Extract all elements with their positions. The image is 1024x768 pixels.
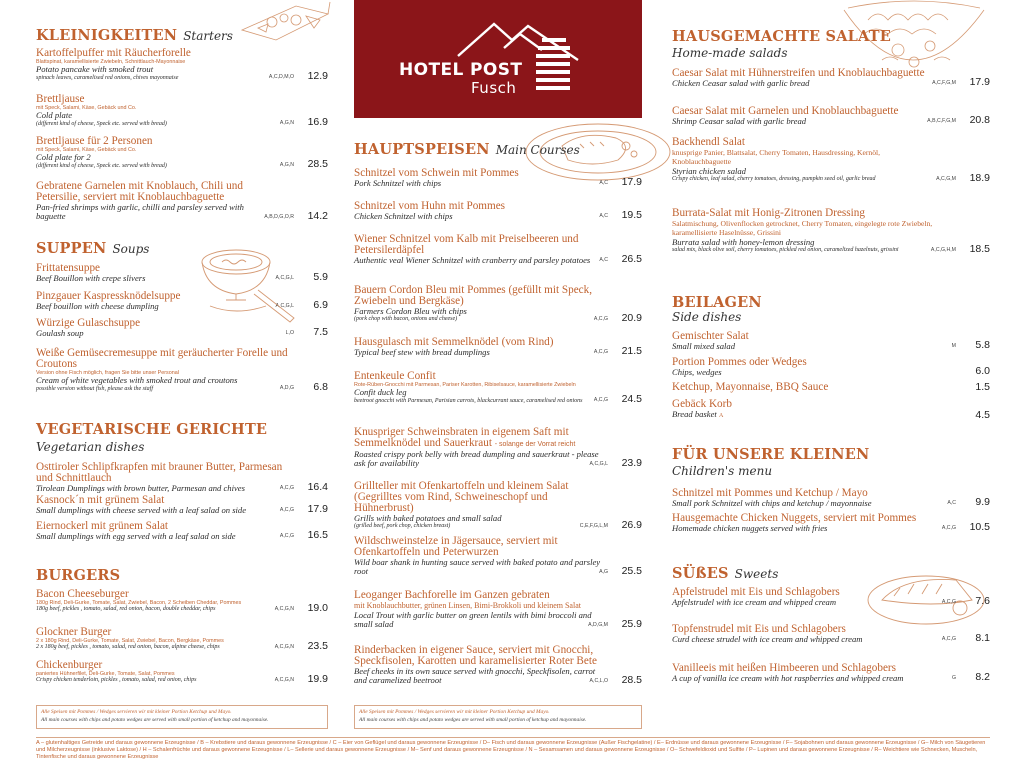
menu-item: Gemischter Salat Small mixed salad M 5.8	[672, 330, 990, 352]
menu-item: Gebratene Garnelen mit Knoblauch, Chili und Petersilie, serviert mit Knoblauchbaguette Pan-fried shrimps with garlic, chilli and parsley served with baguette A,B,D,G,O,R 14.2	[36, 180, 328, 222]
menu-item: Brettljause für 2 Personen mit Speck, Salami, Käse, Gebäck und Co. Cold plate for 2 (different kind of cheese, Speck etc. served with bread) A,G,N 28.5	[36, 135, 328, 171]
section-title-burgers: BURGERS	[36, 567, 121, 584]
menu-item: Knuspriger Schweinsbraten in eigenem Saft mit Semmelknödel und Sauerkraut - solange der Vorrat reicht Roasted crispy pork belly with bread dumpling and sauerkraut - please ask for availability A,C,G,L 23.9	[354, 426, 642, 469]
menu-item: Bauern Cordon Bleu mit Pommes (gefüllt mit Speck, Zwiebeln und Bergkäse) Farmers Cordon Bleu with chips (pork chop with bacon, onions and cheese) A,C,G 20.9	[354, 284, 642, 324]
menu-item: Hausgemachte Chicken Nuggets, serviert mit Pommes Homemade chicken nuggets served with fries A,C,G 10.5	[672, 512, 990, 534]
cold-plate-illustration	[236, 0, 332, 42]
menu-item: Bacon Cheeseburger 180g Rind, Deli-Gurke, Tomate, Salat, Zwiebel, Bacon, 2 Scheiben Cheddar, Pommes 180g beef, pickles , tomato, salad, red onion, bacon, double cheddar, chips A,C,G,N 19.0	[36, 588, 328, 614]
footer-divider	[36, 737, 990, 738]
menu-item: Caesar Salat mit Garnelen und Knoblauchbaguette Shrimp Ceasar salad with garlic bread A,B,C,F,G,M 20.8	[672, 105, 990, 127]
menu-item: Wiener Schnitzel vom Kalb mit Preiselbeeren und Petersilerdäpfel Authentic veal Wiener Schnitzel with cranberry and parsley potatoes A,C 26.5	[354, 233, 642, 266]
section-subtitle-salads: Home-made salads	[672, 46, 788, 60]
allergen-legend: A – glutenhaltiges Getreide und daraus gewonnene Erzeugnisse / B – Krebstiere und daraus gewonnene Erzeugnisse / C – Eier von Geflügel und daraus gewonnene Erzeugnisse / D– Fisch und daraus gewonnene Erzeugnisse (Außer Fischgelatine) / E– Erdnüsse und daraus gewonnene Erzeugnisse / F– Sojabohnen und daraus gewonnene Erzeugnisse / G– Milch von Säugetieren und Milcherzeugnisse (inklusive Laktose) / H – Schalenfrüchte und daraus gewonnene Erzeugnisse / L– Sellerie und daraus gewonnene Erzeugnisse / M– Senf und daraus gewonnene Erzeugnisse / N – Sesamsamen und daraus gewonnene Erzeugnisse / O– Schwefeldioxid und Sulfite / P– Lupinen und daraus gewonnene Erzeugnisse / R– Weichtiere wie Schnecken, Muscheln, Tintenfische und daraus gewonnene Erzeugnisse	[36, 740, 986, 761]
menu-item: Brettljause mit Speck, Salami, Käse, Gebäck und Co. Cold plate (different kind of cheese, Speck etc. served with bread) A,G,N 16.9	[36, 93, 328, 129]
soup-bowl-illustration	[196, 232, 296, 332]
menu-item: Portion Pommes oder Wedges Chips, wedges 6.0	[672, 356, 990, 378]
menu-item: Eiernockerl mit grünem Salat Small dumplings with egg served with a leaf salad on side A,C,G 16.5	[36, 520, 328, 542]
menu-item: Frittatensuppe Beef Bouillon with crepe slivers A,C,G,L 5.9	[36, 262, 328, 284]
section-title-mains: HAUPTSPEISEN Main Courses	[354, 141, 580, 158]
menu-item: Hausgulasch mit Semmelknödel (vom Rind) Typical beef stew with bread dumplings A,C,G 21.5	[354, 336, 642, 358]
menu-item: Leoganger Bachforelle im Ganzen gebraten mit Knoblauchbutter, grünen Linsen, Bimi-Brokkoli und kleinem Salat Local Trout with garlic butter on green lentils with bimi broccoli and small salad A,D,G,M 25.9	[354, 589, 642, 630]
menu-item: Vanilleeis mit heißen Himbeeren und Schlagobers A cup of vanilla ice cream with hot raspberries and whipped cream G 8.2	[672, 662, 990, 684]
menu-item: Apfelstrudel mit Eis und Schlagobers Apfelstrudel with ice cream and whipped cream A,C,G 7.6	[672, 586, 990, 608]
menu-item: Caesar Salat mit Hühnerstreifen und Knoblauchbaguette Chicken Ceasar salad with garlic bread A,C,F,G,M 17.9	[672, 67, 990, 89]
section-title-kids: FÜR UNSERE KLEINEN	[672, 446, 870, 463]
menu-item: Burrata-Salat mit Honig-Zitronen Dressing Salatmischung, Olivenflocken getrocknet, Cherry Tomaten, eingelegte rote Zwiebeln, karamellisierte Haselnüsse, Grissini Burrata salad with honey-lemon dressing salad mix, black olive soil, cherry tomatoes, pickled red onion, caramelized hazelnuts, grissini A,C,G,H,M 18.5	[672, 207, 990, 255]
menu-item: Ketchup, Mayonnaise, BBQ Sauce 1.5	[672, 381, 990, 393]
menu-item: Pinzgauer Kaspressknödelsuppe Beef bouillon with cheese dumpling A,C,G,L 6.9	[36, 290, 328, 312]
menu-item: Schnitzel vom Schwein mit Pommes Pork Schnitzel with chips A,C 17.9	[354, 167, 642, 189]
hotel-location: Fusch	[471, 79, 517, 97]
section-title-salads: HAUSGEMACHTE SALATE	[672, 28, 891, 45]
menu-item: Rinderbacken in eigener Sauce, serviert mit Gnocchi, Speckfisolen, Karotten und karamelisierter Roter Bete Beef cheeks in its own sauce served with gnocchi, Speckfisolen, carrot and caramelized beetroot A,C,L,O 28.5	[354, 644, 642, 686]
menu-item: Glockner Burger 2 x 180g Rind, Deli-Gurke, Tomate, Salat, Zwiebel, Bacon, Bergkäse, Pommes 2 x 180g beef, pickles , tomato, salad, red onion, bacon, alpine cheese, chips A,C,G,N 23.5	[36, 626, 328, 652]
section-title-vegetarian: VEGETARISCHE GERICHTE	[36, 421, 268, 438]
menu-item: Kasnock´n mit grünem Salat Small dumplings with cheese served with a leaf salad on side A,C,G 17.9	[36, 494, 328, 516]
chips-note: Alle Speisen mit Pommes / Wedges servieren wir mit kleiner Portion Ketchup und Mayo. All main courses with chips and potato wedges are served with small portion of ketchup and mayonnaise.	[36, 705, 328, 729]
section-subtitle-kids: Children's menu	[672, 464, 773, 478]
chips-note: Alle Speisen mit Pommes / Wedges servieren wir mit kleiner Portion Ketchup und Mayo. All main courses with chips and potato wedges are served with small portion of ketchup and mayonnaise.	[354, 705, 642, 729]
menu-item: Chickenburger paniertes Hühnerfilet, Deli-Gurke, Tomate, Salat, Pommes Crispy chicken tenderloin, pickles , tomato, salad, red onion, chips A,C,G,N 19.9	[36, 659, 328, 685]
section-subtitle-vegetarian: Vegetarian dishes	[36, 440, 145, 454]
menu-item: Entenkeule Confit Rote-Rüben-Gnocchi mit Parmesan, Pariser Karotten, Ribiselsauce, karamellisierte Zwiebeln Confit duck leg beetroot gnocchi with Parmesan, Parisian carrots, blackcurrant sauce, caramelised red onions A,C,G 24.5	[354, 370, 642, 406]
hotel-logo	[354, 0, 642, 118]
section-title-soups: SUPPEN Soups	[36, 240, 150, 257]
section-title-starters: KLEINIGKEITEN Starters	[36, 27, 233, 44]
menu-item: Backhendl Salat knusprige Panier, Blattsalat, Cherry Tomaten, Hausdressing, Kernöl, Knoblauchbaguette Styrian chicken salad Crispy chicken, leaf salad, cherry tomatoes, dressing, pumpkin seed oil, garlic bread A,C,G,M 18.9	[672, 136, 990, 184]
menu-item: Weiße Gemüsecremesuppe mit geräucherter Forelle und Croutons Version ohne Fisch möglich, fragen Sie bitte unser Personal Cream of white vegetables with smoked trout and croutons possible version without fish, please ask the staff A,D,G 6.8	[36, 347, 328, 394]
menu-item: Gebäck Korb Bread basket A 4.5	[672, 398, 990, 422]
section-title-sides: BEILAGEN	[672, 294, 762, 311]
menu-item: Topfenstrudel mit Eis und Schlagobers Curd cheese strudel with ice cream and whipped cream A,C,G 8.1	[672, 623, 990, 645]
section-subtitle-sides: Side dishes	[672, 310, 742, 324]
section-title-sweets: SÜßES Sweets	[672, 565, 779, 582]
menu-item: Würzige Gulaschsuppe Goulash soup L,O 7.5	[36, 317, 328, 339]
menu-item: Grillteller mit Ofenkartoffeln und kleinem Salat (Gegrilltes vom Rind, Schweineschopf und Hühnerbrust) Grills with baked potatoes and small salad (grilled beef, pork chop, chicken breast) C,E,F,G,L,M 26.9	[354, 480, 642, 531]
menu-item: Kartoffelpuffer mit Räucherforelle Blattspinat, karamellisierte Zwiebeln, Schnittlauch-Mayonnaise Potato pancake with smoked trout spinach leaves, caramelised red onions, chives mayonnaise A,C,D,M,O 12.9	[36, 47, 328, 83]
menu-item: Schnitzel vom Huhn mit Pommes Chicken Schnitzel with chips A,C 19.5	[354, 200, 642, 222]
menu-item: Osttiroler Schlipfkrapfen mit brauner Butter, Parmesan und Schnittlauch Tirolean Dumplings with brown butter, Parmesan and chives A,C,G 16.4	[36, 461, 328, 494]
hotel-name: HOTEL POST	[399, 60, 523, 80]
menu-item: Wildschweinstelze in Jägersauce, serviert mit Ofenkartoffeln und Peterwurzen Wild boar shank in hunting sauce served with baked potato and parsley root A,G 25.5	[354, 535, 642, 577]
menu-item: Schnitzel mit Pommes und Ketchup / Mayo Small pork Schnitzel with chips and ketchup / mayonnaise A,C 9.9	[672, 487, 990, 509]
